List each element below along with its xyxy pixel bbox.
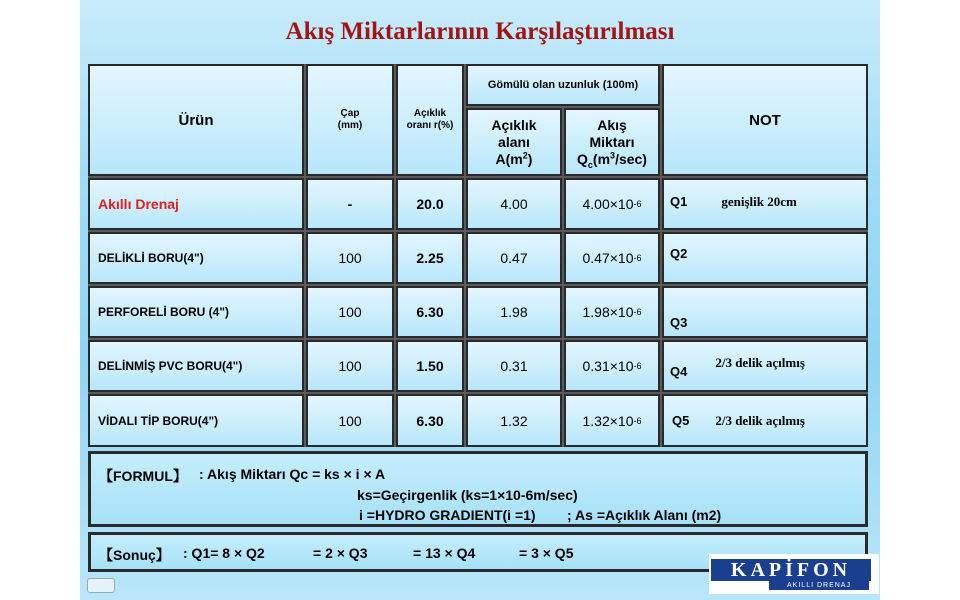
row-q-label: Q3 [670,315,688,330]
row-name: DELİNMİŞ PVC BORU(4") [88,340,304,392]
row-q-label: Q5 [672,413,690,428]
row-ratio: 1.50 [396,340,464,392]
row-area: 1.32 [466,394,562,447]
header-area [466,108,562,176]
row-diameter: - [306,178,394,230]
slide [80,0,880,600]
row-flow: 0.47×10 -6 [564,232,660,284]
header-flow [564,108,660,176]
company-logo [709,554,879,594]
formula-label: 【FORMUL】 [99,468,187,484]
row-flow: 1.32×10 -6 [564,394,660,447]
row-name: VİDALI TİP BORU(4") [88,394,304,447]
row-area: 1.98 [466,286,562,338]
slide-title: Akış Miktarlarının Karşılaştırılması [285,18,675,45]
formula-box [88,451,868,527]
row-ratio: 6.30 [396,286,464,338]
row-name: DELİKLİ BORU(4") [88,232,304,284]
row-note [662,178,868,230]
header-flow-l1: Akış [597,116,627,133]
formula-line2: ks=Geçirgenlik (ks=1×10-6m/sec) [357,487,578,503]
result-q4: = 13 × Q4 [413,545,476,561]
row-note [662,286,868,338]
row-flow: 0.31×10 -6 [564,340,660,392]
header-product: Ürün [88,64,304,176]
row-q-label: Q1 [670,194,688,209]
row-name: PERFORELİ BORU (4") [88,286,304,338]
header-area-l1: Açıklık [491,116,537,133]
row-diameter: 100 [306,340,394,392]
row-name: Akıllı Drenaj [88,178,304,230]
row-note [662,340,868,392]
header-area-l2: alanı [498,133,530,150]
result-q3: = 2 × Q3 [313,545,368,561]
row-ratio: 2.25 [396,232,464,284]
header-ratio-l1: Açıklık [413,108,447,119]
formula-line1: : Akış Miktarı Qc = ks × i × A [199,466,386,482]
header-flow-l3: $Q_c(m^3/\sec)$ [577,149,647,170]
row-diameter: 100 [306,394,394,447]
formula-line3a: i =HYDRO GRADIENT(i =1) [359,507,536,523]
row-ratio: 20.0 [396,178,464,230]
row-flow: 1.98×10 -6 [564,286,660,338]
row-note-text: 2/3 delik açılmış [715,412,805,428]
header-diameter-l2: (mm) [337,120,363,131]
row-note [662,232,868,284]
comparison-table [88,64,868,447]
row-q-label: Q4 [670,363,688,379]
header-note: NOT [662,64,868,176]
header-flow-l2: Miktarı [589,133,635,150]
header-ratio [396,64,464,176]
result-q5: = 3 × Q5 [519,545,574,561]
header-ratio-l2: oranı r(%) [406,120,454,131]
slide-nav-icon[interactable] [87,578,115,593]
row-flow: 4.00×10 -6 [564,178,660,230]
logo-brand: KAPİFON [730,559,852,581]
result-q1: : Q1= 8 × Q2 [183,545,265,561]
row-diameter: 100 [306,286,394,338]
row-ratio: 6.30 [396,394,464,447]
result-label: 【Sonuç】 [99,547,170,563]
header-buried-group: Gömülü olan uzunluk (100m) [466,64,660,106]
row-note-text: genişlik 20cm [721,194,797,209]
row-q-label: Q2 [670,246,688,261]
row-area: 0.47 [466,232,562,284]
row-area: 4.00 [466,178,562,230]
row-area: 0.31 [466,340,562,392]
formula-line3b: ; As =Açıklık Alanı (m2) [567,507,722,523]
row-note [662,394,868,447]
header-diameter-l1: Çap [340,108,360,119]
logo-subtitle: AKILLI DRENAJ [769,581,869,590]
row-note-text: 2/3 delik açılmış [715,355,805,370]
row-diameter: 100 [306,232,394,284]
header-area-l3: $A(m^2)$ [495,149,533,167]
header-diameter [306,64,394,176]
